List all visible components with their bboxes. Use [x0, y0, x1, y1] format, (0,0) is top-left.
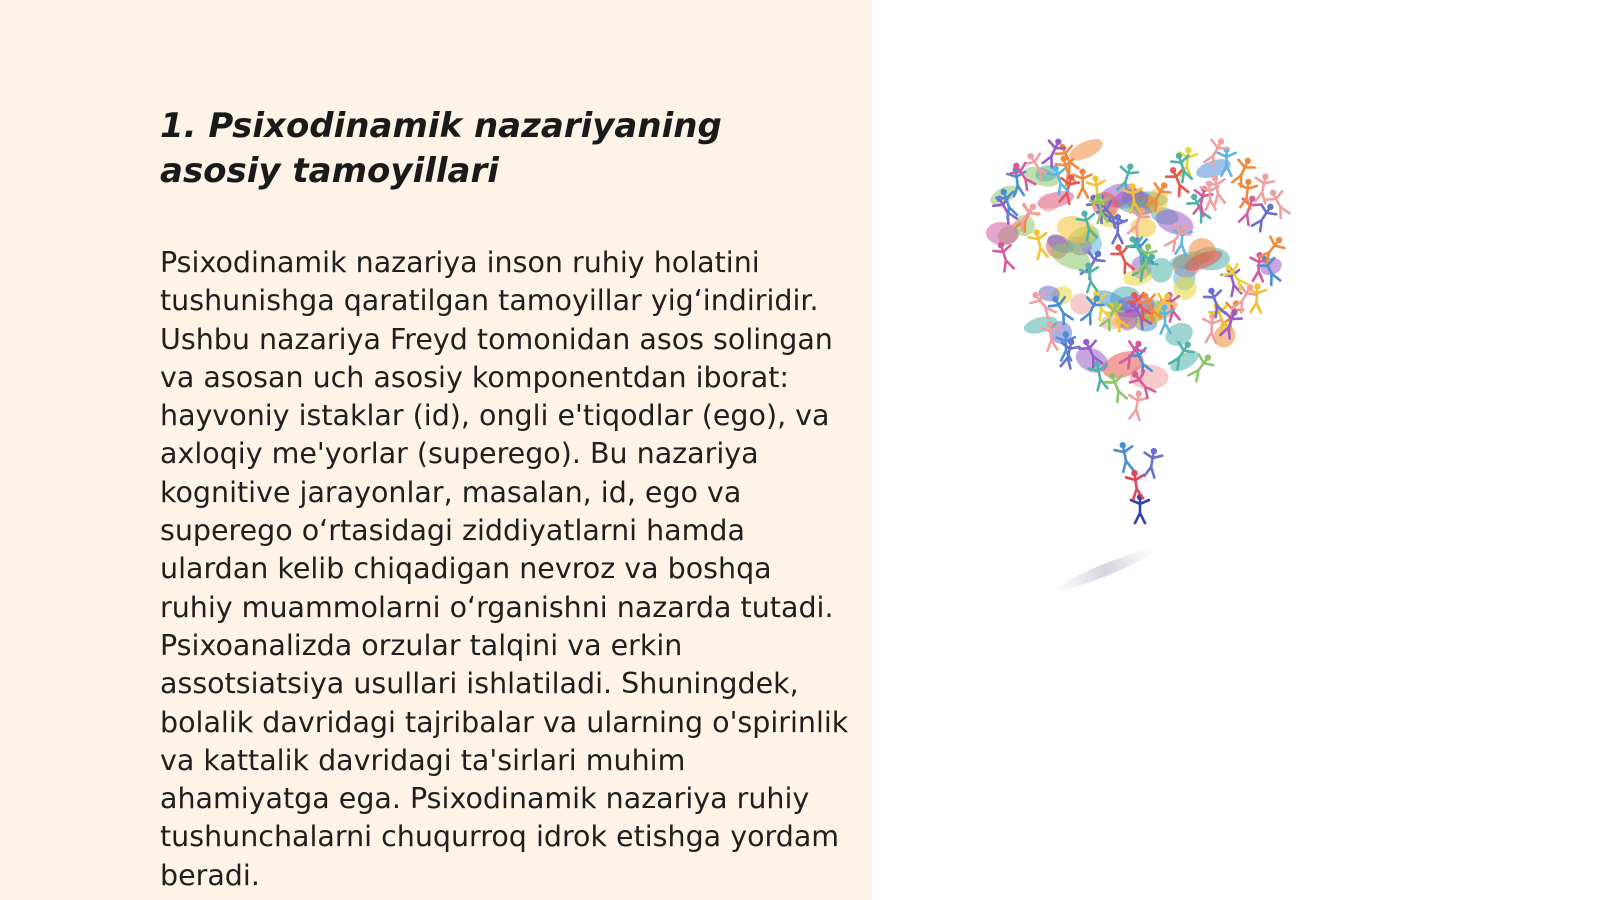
person-figure	[1229, 154, 1258, 188]
figure-shadow	[1052, 544, 1158, 596]
person-figure	[1202, 285, 1229, 319]
heart-of-people-illustration	[940, 100, 1400, 620]
slide-body-text: Psixodinamik nazariya inson ruhiy holatini tushunishga qaratilgan tamoyillar yig‘indiridir. Ushbu nazariya Freyd tomonidan asos solingan va asosan uch asosiy komponentdan iborat: hayvoniy istaklar (id), ongli e'tiqodlar (ego), va axloqiy me'yorlar (superego). Bu nazariya kognitive jarayonlar, masalan, id, ego va superego o‘rtasidagi ziddiyatlarni hamda ulardan kelib chiqadigan nevroz va boshqa ruhiy muammolarni o‘rganishni nazarda tutadi. Psixoanalizda orzular talqini va erkin assotsiatsiya usullari ishlatiladi. Shuningdek, bolalik davridagi tajribalar va ularning o'spirinlik va kattalik davridagi ta'sirlari muhim ahamiyatga ega. Psixodinamik nazariya ruhiy tushunchalarni chuqurroq idrok etishga yordam beradi.	[160, 246, 849, 892]
person-figure	[1125, 469, 1147, 500]
person-figure	[1113, 440, 1137, 472]
person-figure	[1126, 389, 1149, 421]
person-figure	[1263, 186, 1293, 220]
slide-title: 1. Psixodinamik nazariyaning asosiy tamoyillari	[160, 106, 722, 191]
